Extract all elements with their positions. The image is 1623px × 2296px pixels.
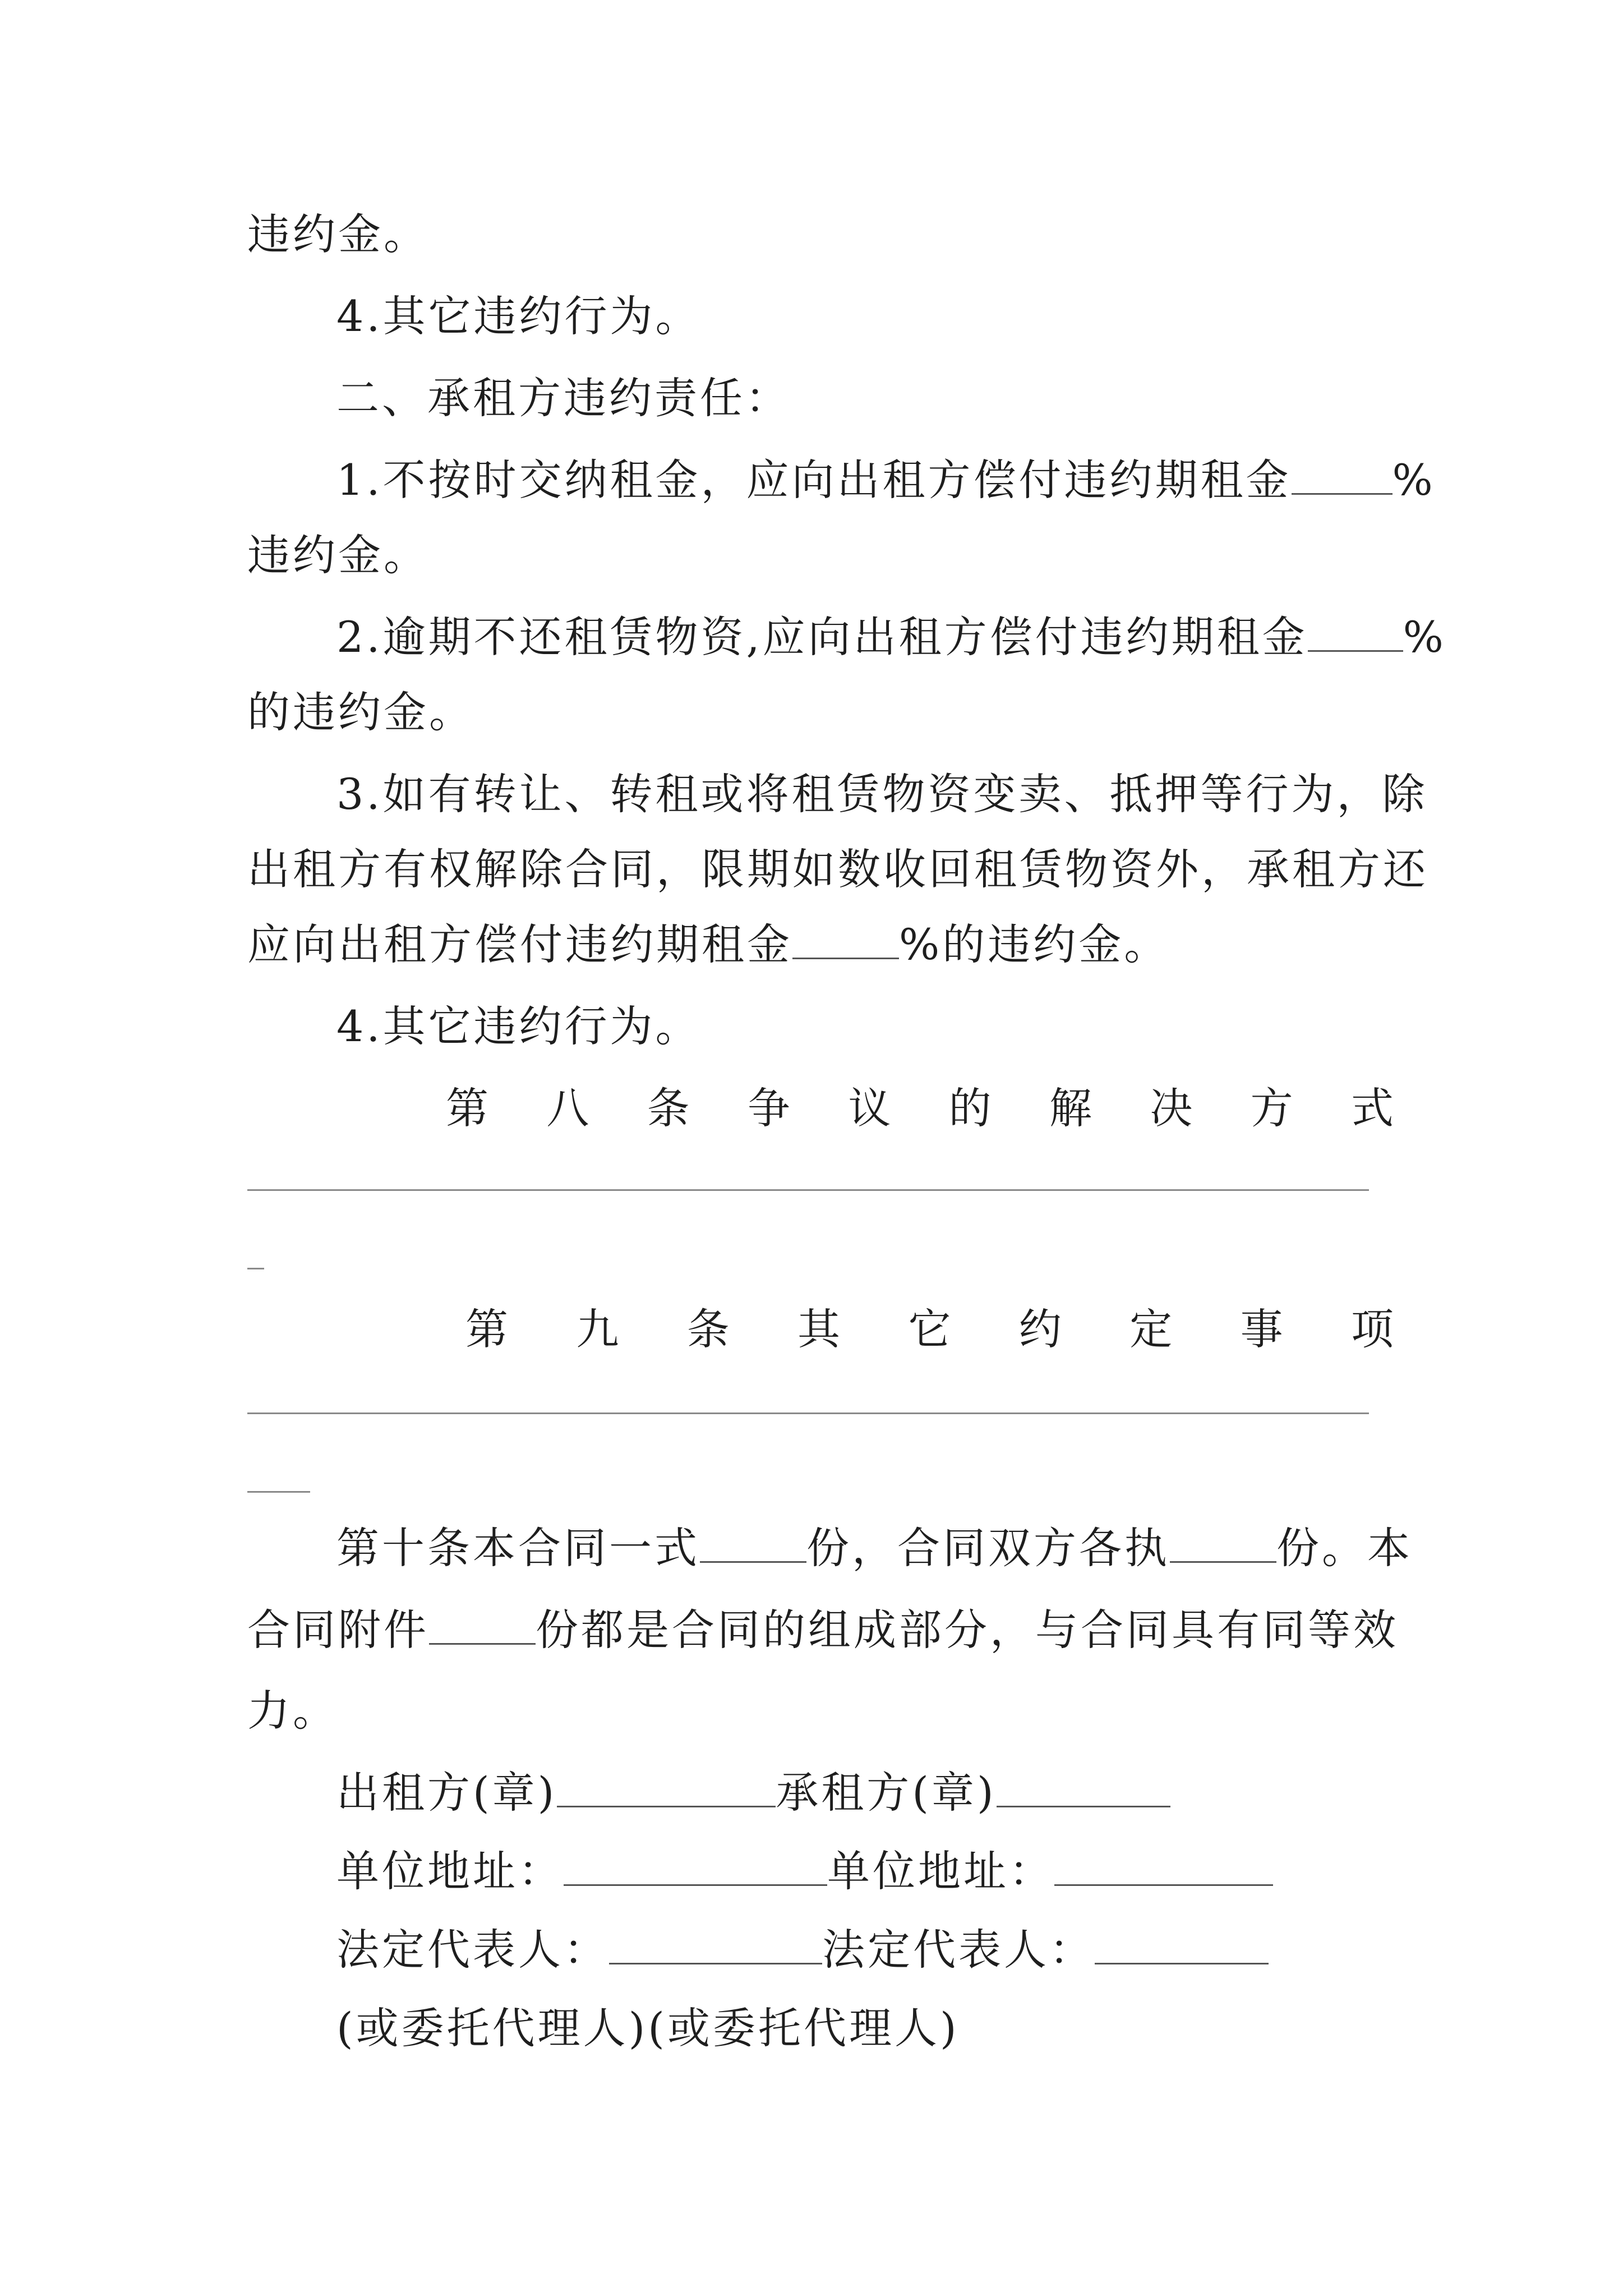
lessee-rep-label: 法定代表人：	[822, 1925, 1095, 1975]
signature-row-seal	[336, 1765, 1170, 1821]
heading-char: 九	[576, 1304, 619, 1354]
item-3-line-2: 出租方有权解除合同，限期如数收回租赁物资外，承租方还	[247, 844, 1428, 894]
blank-field	[609, 1926, 822, 1964]
item-2-line-1	[336, 609, 1446, 665]
article-10-text-c: 份。本	[1276, 1523, 1413, 1573]
paragraph-tail: 违约金。	[247, 209, 429, 259]
heading-char: 定	[1129, 1304, 1173, 1354]
item-3-line-3	[247, 917, 1169, 973]
blank-field	[557, 1769, 776, 1807]
article-9-heading	[465, 1301, 1394, 1358]
item-3-line-1: 3.如有转让、转租或将租赁物资变卖、抵押等行为，除	[336, 769, 1428, 819]
heading-char: 它	[908, 1304, 951, 1354]
heading-char: 议	[848, 1083, 891, 1133]
article-10-line-1	[336, 1520, 1413, 1576]
heading-char: 第	[446, 1083, 488, 1133]
fill-in-line	[247, 1189, 1369, 1191]
item-1-line-1	[336, 452, 1436, 508]
heading-char: 争	[747, 1083, 790, 1133]
heading-char: 方	[1250, 1083, 1293, 1133]
blank-field	[1054, 1847, 1273, 1886]
signature-row-address	[336, 1843, 1273, 1899]
heading-char: 的	[948, 1083, 992, 1133]
article-10-text-e: 份都是合同的组成部分，与合同具有同等效	[536, 1605, 1399, 1655]
article-10-line-2	[247, 1602, 1399, 1658]
fill-in-line	[247, 1268, 264, 1269]
blank-field	[1095, 1926, 1269, 1964]
heading-char: 事	[1240, 1304, 1283, 1354]
signature-row-representative	[336, 1922, 1269, 1978]
heading-char: 约	[1018, 1304, 1062, 1354]
lessee-address-label: 单位地址：	[827, 1846, 1054, 1896]
item-2-text: 2.逾期不还租赁物资,应向出租方偿付违约期租金	[336, 612, 1308, 662]
heading-char: 解	[1049, 1083, 1092, 1133]
signature-row-agent: (或委托代理人)(或委托代理人)	[336, 2003, 960, 2053]
heading-char: 条	[686, 1304, 730, 1354]
percent-sign: %	[1403, 612, 1446, 662]
heading-char: 决	[1150, 1083, 1193, 1133]
heading-char: 项	[1351, 1304, 1394, 1354]
heading-char: 式	[1350, 1083, 1394, 1133]
article-8-heading	[446, 1080, 1394, 1137]
article-10-text-d: 合同附件	[247, 1605, 429, 1655]
blank-field	[429, 1606, 536, 1645]
item-3-text-a: 应向出租方偿付违约期租金	[247, 919, 792, 969]
article-10-text-a: 第十条本合同一式	[336, 1523, 700, 1573]
heading-char: 八	[546, 1083, 589, 1133]
item-4: 4.其它违约行为。	[336, 1001, 701, 1051]
fill-in-line	[247, 1491, 310, 1493]
blank-field	[564, 1847, 827, 1886]
blank-field	[1292, 456, 1393, 495]
blank-field	[997, 1769, 1170, 1807]
item-2-line-2: 的违约金。	[247, 687, 474, 737]
article-10-line-3: 力。	[247, 1686, 338, 1736]
heading-char: 条	[647, 1083, 690, 1133]
heading-char: 第	[465, 1304, 508, 1354]
item-3-text-b: %的违约金。	[899, 919, 1170, 969]
lessee-seal-label: 承租方(章)	[776, 1768, 997, 1818]
section-title-lessee-liability: 二、承租方违约责任：	[336, 373, 791, 423]
lessor-rep-label: 法定代表人：	[336, 1925, 609, 1975]
lessor-seal-label: 出租方(章)	[336, 1768, 557, 1818]
blank-field	[700, 1524, 806, 1563]
percent-sign: %	[1392, 455, 1436, 505]
item-1-line-2: 违约金。	[247, 530, 429, 580]
item-1-text: 1.不按时交纳租金，应向出租方偿付违约期租金	[336, 455, 1292, 505]
heading-char: 其	[797, 1304, 841, 1354]
blank-field	[1308, 613, 1403, 652]
blank-field	[792, 921, 899, 959]
blank-field	[1170, 1524, 1276, 1563]
article-10-text-b: 份，合同双方各执	[806, 1523, 1170, 1573]
lessor-address-label: 单位地址：	[336, 1846, 564, 1896]
fill-in-line	[247, 1412, 1369, 1414]
other-breach-item: 4.其它违约行为。	[336, 291, 701, 341]
